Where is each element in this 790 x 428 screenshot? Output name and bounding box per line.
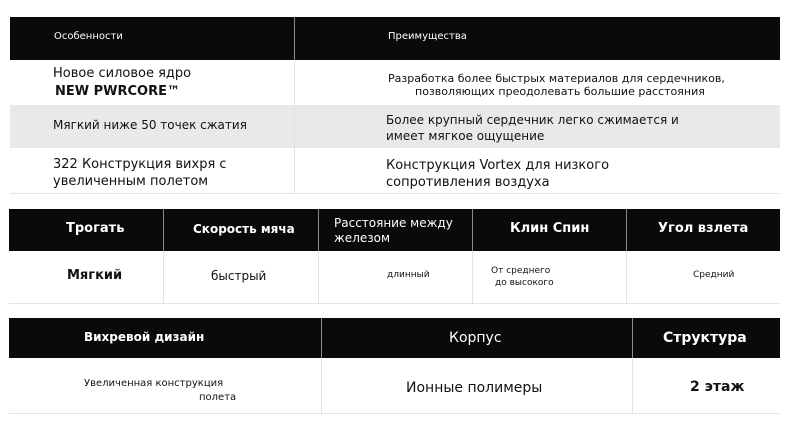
table3-body-divider-2 [632,358,633,414]
table2-header-wedge-spin: Клин Спин [510,221,590,236]
table2-bottom-border [9,303,780,304]
table1-row3-benefit-line1: Конструкция Vortex для низкого [386,158,610,173]
table1-header-divider [294,17,295,60]
table1-row2-feature: Мягкий ниже 50 точек сжатия [53,118,247,132]
table2-value-wedge-spin-line1: От среднего [491,266,551,276]
table2-value-launch-angle: Средний [693,270,735,280]
table3-value-structure: 2 этаж [690,379,745,395]
table3-header-divider-1 [321,318,322,358]
table1-body-divider [294,60,295,194]
table3-header-structure: Структура [663,330,747,346]
table1-header-benefits: Преимущества [388,31,467,42]
table2-body-divider-3 [472,251,473,304]
table1-row3-benefit-line2: сопротивления воздуха [386,175,550,190]
table1-row2-benefit-line1: Более крупный сердечник легко сжимается и [386,113,679,127]
table3-header-vortex-design: Вихревой дизайн [84,330,205,344]
table1-row3-feature-line2: увеличенным полетом [53,174,209,189]
table1-row1-benefit-line1: Разработка более быстрых материалов для сердечников, [388,72,725,85]
table2-body-divider-2 [318,251,319,304]
table2-header-divider-1 [163,209,164,251]
table3-bottom-border [9,413,780,414]
table2-header-iron-distance-line2: железом [334,231,391,245]
table1-header-features: Особенности [54,31,123,42]
table1-bottom-border [10,193,780,194]
table2-value-wedge-spin-line2: до высокого [495,278,554,288]
table2-body-divider-1 [163,251,164,304]
table2-body-divider-4 [626,251,627,304]
table2-header-divider-2 [318,209,319,251]
table2-value-iron-distance: длинный [387,270,430,280]
table3-value-body: Ионные полимеры [406,380,543,396]
table3-header-body: Корпус [449,330,502,346]
table2-header-iron-distance-line1: Расстояние между [334,216,453,230]
table2-header-divider-3 [472,209,473,251]
table2-header-touch: Трогать [66,221,125,236]
table2-header-launch-angle: Угол взлета [658,221,749,236]
table1-row3-feature-line1: 322 Конструкция вихря с [53,157,227,172]
table2-header-divider-4 [626,209,627,251]
table2-value-ball-speed: быстрый [211,269,267,283]
table2-header-ball-speed: Скорость мяча [193,222,295,236]
table3-header-divider-2 [632,318,633,358]
table3-value-vortex-design-line1: Увеличенная конструкция [84,378,224,389]
table1-row1-benefit-line2: позволяющих преодолевать большие расстояния [415,85,705,98]
table2-value-touch: Мягкий [67,268,123,283]
table1-row2-benefit-line2: имеет мягкое ощущение [386,129,545,143]
table3-body-divider-1 [321,358,322,414]
table3-value-vortex-design-line2: полета [199,392,237,403]
table1-row1-feature-line1: Новое силовое ядро [53,66,192,81]
table1-row1-feature-line2: NEW PWRCORE™ [55,84,180,99]
